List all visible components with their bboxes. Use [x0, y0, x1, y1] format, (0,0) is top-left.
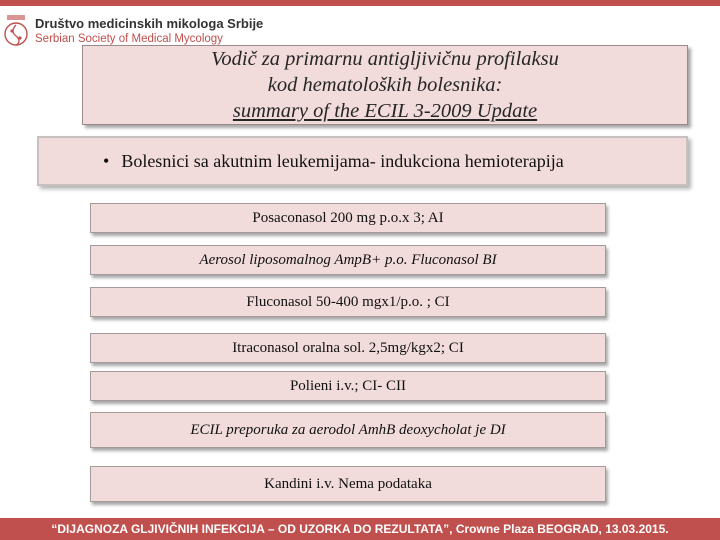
bullet-box: [37, 136, 688, 186]
recommendation-item: Kandini i.v. Nema podataka: [90, 466, 606, 502]
bullet-text: Bolesnici sa akutnim leukemijama- indukciona hemioterapija: [121, 150, 564, 171]
recommendation-item: Polieni i.v.; CI- CII: [90, 371, 606, 401]
recommendation-item: Posaconasol 200 mg p.o.x 3; AI: [90, 203, 606, 233]
bullet-marker: •: [103, 150, 110, 171]
footer-text: “DIJAGNOZA GLJIVIČNIH INFEKCIJA – OD UZORKA DO REZULTATA”, Crowne Plaza BEOGRAD, 13.03.2015.: [51, 522, 669, 536]
title-line-1: Vodič za primarnu antigljivičnu profilaksu: [211, 48, 559, 70]
footer-bar: [0, 518, 720, 540]
slide-title: [82, 45, 688, 125]
org-subtitle: Serbian Society of Medical Mycology: [35, 33, 223, 45]
recommendation-item: ECIL preporuka za aerodol AmhB deoxycholat je DI: [90, 412, 606, 448]
recommendation-item: Aerosol liposomalnog AmpB+ p.o. Fluconasol BI: [90, 245, 606, 275]
recommendation-item: Fluconasol 50-400 mgx1/p.o. ; CI: [90, 287, 606, 317]
society-logo-icon: [3, 14, 29, 48]
title-line-3: summary of the ECIL 3-2009 Update: [232, 100, 538, 122]
title-line-2: kod hematoloških bolesnika:: [267, 74, 503, 96]
top-accent-bar: [0, 0, 720, 6]
org-name: Društvo medicinskih mikologa Srbije: [35, 16, 264, 31]
recommendation-item: Itraconasol oralna sol. 2,5mg/kgx2; CI: [90, 333, 606, 363]
